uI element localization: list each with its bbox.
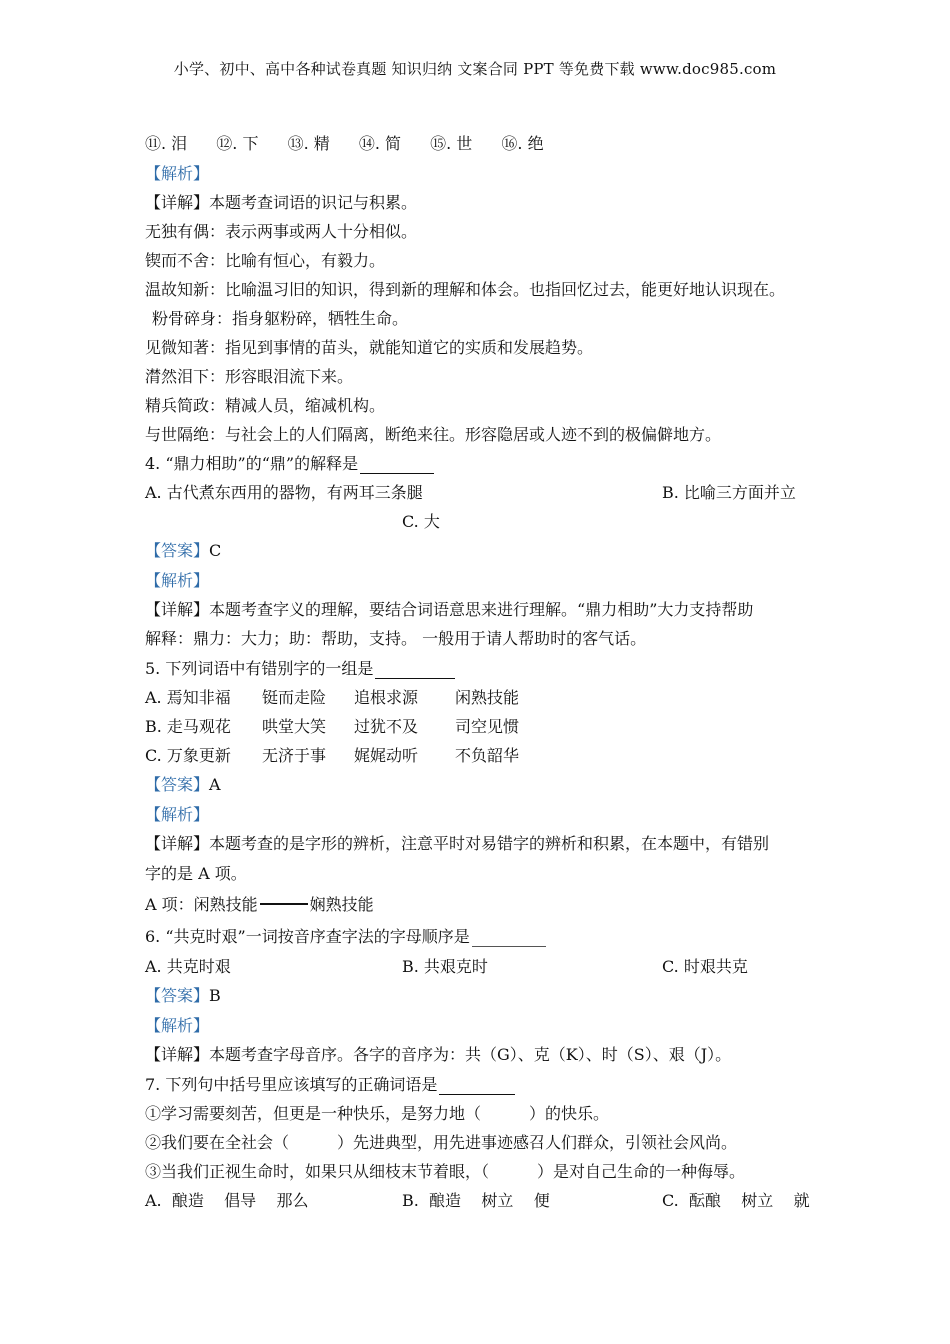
page-header: 小学、初中、高中各种试卷真题 知识归纳 文案合同 PPT 等免费下载 www.doc985.com [173,60,777,78]
q6-stem [145,927,546,947]
q6-option-b: B. 共艰克时 [402,957,488,976]
q6-answer-value: B [209,986,221,1005]
answer-16: ⑯. 绝 [501,134,544,153]
q3-line-7: 精兵简政：精减人员，缩减机构。 [145,396,386,415]
q5-option-b-1: B. 走马观花 [145,717,231,736]
answer-14: ⑭. 简 [358,134,402,153]
q5-option-c-1: C. 万象更新 [145,746,231,765]
q5-option-c-2: 无济于事 [262,746,327,765]
q5-note-left: A 项：闲熟技能 [145,895,258,914]
q7-option-a: A. 酿造 倡导 那么 [145,1191,309,1210]
q5-option-a-4: 闲熟技能 [455,688,520,707]
jiexi-label: 【解析】 [145,1016,210,1035]
jiexi-label: 【解析】 [145,571,210,590]
daan-label: 【答案】 [145,986,210,1005]
q4-xiangjie-1 [145,600,753,620]
q5-option-a-3: 追根求源 [354,688,419,707]
q7-stem [145,1075,515,1095]
q3-line-4: 粉骨碎身：指身躯粉碎，牺牲生命。 [152,309,409,328]
q4-stem-text: 4. “鼎力相助”的“鼎”的解释是 [145,454,359,473]
q4-option-c: C. 大 [402,512,440,531]
q5-blank [375,662,455,679]
xiangjie-label: 【详解】 [145,1045,210,1064]
q5-xiangjie-text-1: 本题考查的是字形的辨析，注意平时对易错字的辨析和积累，在本题中，有错别 [209,834,770,853]
q5-xiangjie-2: 字的是 A 项。 [145,864,247,883]
q7-sentence-1 [145,1104,609,1124]
answer-15: ⑮. 世 [430,134,473,153]
q5-option-c-3: 娓娓动听 [354,746,419,765]
q5-answer [145,775,221,795]
q5-option-c-4: 不负韶华 [455,746,520,765]
q7-s3-b: ）是对自己生命的一种侮辱。 [537,1162,746,1181]
q3-line-5: 见微知著：指见到事情的苗头，就能知道它的实质和发展趋势。 [145,338,594,357]
q7-sentence-3 [145,1162,745,1182]
q5-note [145,895,374,915]
q3-line-8: 与世隔绝：与社会上的人们隔离，断绝来往。形容隐居或人迹不到的极偏僻地方。 [145,425,722,444]
q7-s1-b: ）的快乐。 [529,1104,610,1123]
q4-answer-value: C [209,541,222,560]
q5-option-a-1: A. 焉知非福 [145,688,231,707]
daan-label: 【答案】 [145,775,210,794]
q4-xiangjie-2: 解释：鼎力：大力；助：帮助，支持。 一般用于请人帮助时的客气话。 [145,629,647,648]
daan-label: 【答案】 [145,541,210,560]
q7-option-c: C. 酝酿 树立 就 [662,1191,810,1210]
xiangjie-label: 【详解】 [145,193,210,212]
q5-stem-text: 5. 下列词语中有错别字的一组是 [145,659,374,678]
q7-s2-a: ②我们要在全社会（ [145,1133,290,1152]
q5-answer-value: A [209,775,221,794]
q7-sentence-2 [145,1133,737,1153]
q4-blank [360,457,434,474]
q7-blank [439,1078,515,1095]
q6-stem-text: 6. “共克时艰”一词按音序查字法的字母顺序是 [145,927,470,946]
jiexi-label: 【解析】 [145,805,210,824]
q6-option-c: C. 时艰共克 [662,957,748,976]
q3-xiangjie-text: 本题考查词语的识记与积累。 [209,193,418,212]
q3-xiangjie [145,193,417,213]
q3-line-3: 温故知新：比喻温习旧的知识，得到新的理解和体会。也指回忆过去，能更好地认识现在。 [145,280,786,299]
q4-xiangjie-text-1: 本题考查字义的理解，要结合词语意思来进行理解。“鼎力相助”大力支持帮助 [209,600,754,619]
q3-line-6: 潸然泪下：形容眼泪流下来。 [145,367,354,386]
xiangjie-label: 【详解】 [145,600,210,619]
dash-divider [260,903,308,905]
q7-s3-a: ③当我们正视生命时，如果只从细枝末节着眼，（ [145,1162,490,1181]
q5-option-b-4: 司空见惯 [455,717,520,736]
q6-blank [472,930,546,947]
q4-option-a: A. 古代煮东西用的器物，有两耳三条腿 [145,483,423,502]
answer-12: ⑫. 下 [216,134,259,153]
jiexi-label: 【解析】 [145,164,210,183]
q6-option-a: A. 共克时艰 [145,957,231,976]
answer-11: ⑪. 泪 [145,134,188,153]
answer-13: ⑬. 精 [287,134,330,153]
answers-row [145,134,544,154]
q5-option-b-2: 哄堂大笑 [262,717,327,736]
q6-xiangjie-text: 本题考查字母音序。各字的音序为：共（G）、克（K）、时（S）、艰（J）。 [209,1045,732,1064]
q5-xiangjie-1 [145,834,769,854]
q5-stem [145,659,455,679]
q4-answer [145,541,221,561]
q7-option-b: B. 酿造 树立 便 [402,1191,550,1210]
q7-s2-b: ）先进典型，用先进事迹感召人们群众，引领社会风尚。 [337,1133,738,1152]
q6-answer [145,986,221,1006]
q7-stem-text: 7. 下列句中括号里应该填写的正确词语是 [145,1075,438,1094]
q6-xiangjie [145,1045,731,1065]
xiangjie-label: 【详解】 [145,834,210,853]
q3-line-2: 锲而不舍：比喻有恒心，有毅力。 [145,251,386,270]
q7-s1-a: ①学习需要刻苦，但更是一种快乐，是努力地（ [145,1104,482,1123]
q4-stem [145,454,434,474]
q5-option-b-3: 过犹不及 [354,717,419,736]
q5-note-right: 娴熟技能 [309,895,374,914]
q5-option-a-2: 铤而走险 [262,688,327,707]
q3-line-1: 无独有偶：表示两事或两人十分相似。 [145,222,418,241]
q4-option-b: B. 比喻三方面并立 [662,483,796,502]
